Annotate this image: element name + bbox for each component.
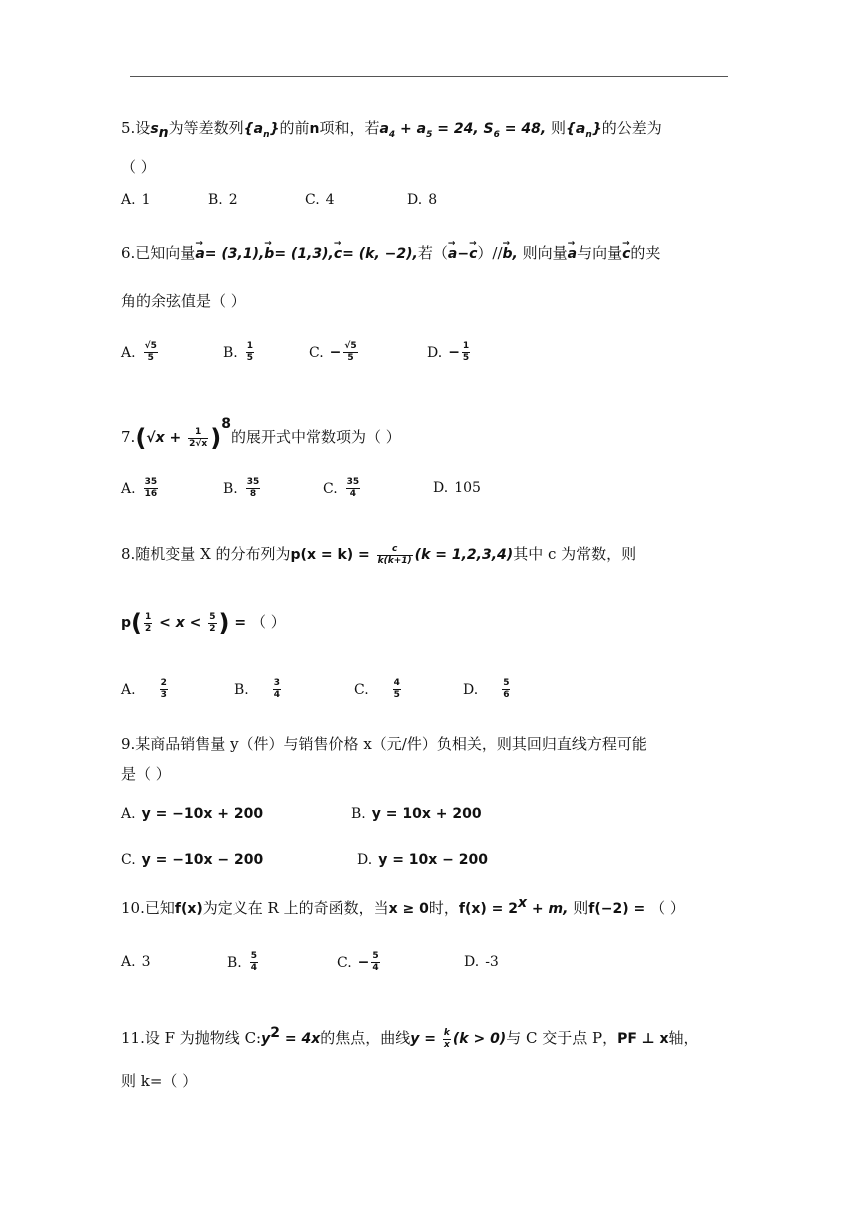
question-7-stem: 7.(√x + $\frac{1}{2√x}$ )$^8$的展开式中常数项为（ ） — [121, 416, 401, 452]
q7-option-c[interactable]: C. $\frac{35}{4}$ — [323, 477, 360, 499]
q9-option-d[interactable]: D. y = 10x − 200 — [357, 852, 489, 868]
q9-option-c[interactable]: C. y = −10x − 200 — [121, 852, 264, 868]
question-8-line2: p( $\frac{1}{2}$ < x < $\frac{5}{2}$ ) = （ ） — [121, 609, 286, 637]
q6-option-d[interactable]: D. − $\frac{1}{5}$ — [427, 341, 470, 363]
question-9-line2: 是（ ） — [121, 765, 171, 783]
question-6-line2: 角的余弦值是（ ） — [121, 292, 246, 310]
q8-option-c[interactable]: C. $\frac{4}{5}$ — [354, 678, 400, 700]
q5-option-b[interactable]: B. 2 — [208, 192, 238, 208]
question-9-line1: 9.某商品销售量 y（件）与销售价格 x（元/件）负相关，则其回归直线方程可能 — [121, 735, 647, 753]
question-10-stem: 10.已知f(x)为定义在 R 上的奇函数，当x ≥ 0时，$f(x) = 2^x + m$, 则f(−2) = （ ） — [121, 895, 685, 917]
q10-option-c[interactable]: C. − $\frac{5}{4}$ — [337, 951, 379, 973]
q10-option-a[interactable]: A. 3 — [121, 954, 151, 970]
question-8-stem: 8.随机变量 X 的分布列为p(x = k) = $\frac{c}{k(k+1)}$ (k = 1,2,3,4)其中 c 为常数，则 — [121, 543, 637, 566]
header-rule — [130, 76, 728, 77]
q10-option-b[interactable]: B. $\frac{5}{4}$ — [227, 951, 258, 973]
q8-option-a[interactable]: A. $\frac{2}{3}$ — [121, 678, 167, 700]
q7-option-a[interactable]: A. $\frac{35}{16}$ — [121, 477, 158, 499]
q5-option-c[interactable]: C. 4 — [305, 192, 335, 208]
q5-option-a[interactable]: A. 1 — [121, 192, 151, 208]
q5-option-d[interactable]: D. 8 — [407, 192, 438, 208]
q7-option-d[interactable]: D. 105 — [433, 480, 481, 496]
question-11-line2: 则 k=（ ） — [121, 1072, 198, 1090]
question-5-paren: （ ） — [121, 158, 156, 176]
q8-option-d[interactable]: D. $\frac{5}{6}$ — [463, 678, 510, 700]
q6-option-c[interactable]: C. − $\frac{√5}{5}$ — [309, 341, 357, 363]
question-5-stem: 5.设$s_n$为等差数列$\{a_n\}$的前n项和，若$a_4 + a_5 = 24$, $S_6 = 48$, 则$\{a_n\}$的公差为 — [121, 119, 662, 141]
question-6-stem: 6.已知向量→ a= (3,1),→ b= (1,3),→ c= (k, −2),若（→ a−→ c）//→ b, 则向量→ a与向量→ c的夹 — [121, 242, 660, 265]
q7-option-b[interactable]: B. $\frac{35}{8}$ — [223, 477, 260, 499]
q9-option-b[interactable]: B. y = 10x + 200 — [351, 806, 482, 822]
q6-option-a[interactable]: A. $\frac{√5}{5}$ — [121, 341, 157, 363]
q9-option-a[interactable]: A. y = −10x + 200 — [121, 806, 264, 822]
q6-option-b[interactable]: B. $\frac{1}{5}$ — [223, 341, 254, 363]
question-11-stem: 11.设 F 为抛物线 $C:y^2 = 4x$的焦点，曲线y = $\frac{k}{x}$ (k > 0)与 C 交于点 P，PF ⊥ x轴， — [121, 1025, 699, 1050]
q10-option-d[interactable]: D. -3 — [464, 954, 499, 970]
q8-option-b[interactable]: B. $\frac{3}{4}$ — [234, 678, 281, 700]
